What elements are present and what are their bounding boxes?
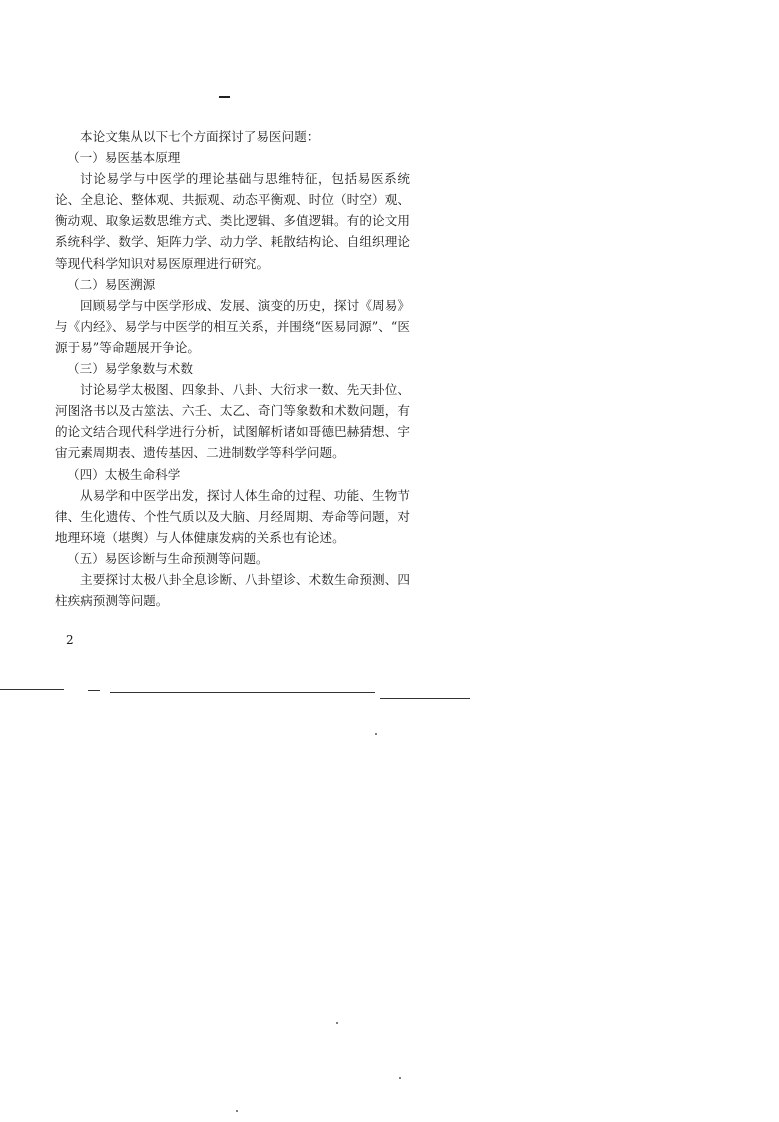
scan-line-1: [0, 689, 64, 690]
section-body-5: 主要探讨太极八卦全息诊断、八卦望诊、术数生命预测、四柱疾病预测等问题。: [55, 571, 410, 609]
section-body-4: 从易学和中医学出发，探讨人体生命的过程、功能、生物节律、生化遗传、个性气质以及大脑、月经周期、寿命等问题，对地理环境（堪舆）与人体健康发病的关系也有论述。: [55, 487, 410, 545]
scan-speck-4: [236, 1110, 238, 1112]
section-body-1: 讨论易学与中医学的理论基础与思维特征，包括易医系统论、全息论、整体观、共振观、动态平衡观、时位（时空）观、衡动观、取象运数思维方式、类比逻辑、多值逻辑。有的论文用系统科学、数学、矩阵力学、动力学、耗散结构论、自组织理论等现代科学知识对易医原理进行研究。: [55, 171, 410, 271]
intro-paragraph: 本论文集从以下七个方面探讨了易医问题：: [80, 129, 320, 144]
page-number: 2: [66, 633, 74, 647]
section-body-2: 回顾易学与中医学形成、发展、演变的历史，探讨《周易》与《内经》、易学与中医学的相互关系，并围绕“医易同源”、“医源于易”等命题展开争论。: [55, 297, 410, 355]
scan-line-2: [88, 690, 100, 691]
section-heading-5: （五）易医诊断与生命预测等问题。: [67, 550, 269, 566]
scan-speck-2: [336, 1022, 338, 1024]
section-heading-4: （四）太极生命科学: [67, 466, 181, 482]
section-heading-3: （三）易学象数与术数: [67, 361, 193, 377]
scan-line-3: [110, 692, 375, 693]
section-body-3: 讨论易学太极图、四象卦、八卦、大衍求一数、先天卦位、河图洛书以及古筮法、六壬、太乙、奇门等象数和术数问题，有的论文结合现代科学进行分析，试图解析诸如哥德巴赫猜想、宇宙元素周期表、遗传基因、二进制数学等科学问题。: [55, 382, 410, 461]
document-body: [55, 126, 410, 611]
section-heading-2: （二）易医溯源: [67, 276, 156, 292]
scan-speck-1: [375, 733, 377, 735]
scan-speck-3: [399, 1077, 401, 1079]
header-dash-mark: [219, 96, 230, 98]
section-heading-1: （一）易医基本原理: [67, 150, 181, 166]
scan-line-4: [380, 698, 470, 699]
